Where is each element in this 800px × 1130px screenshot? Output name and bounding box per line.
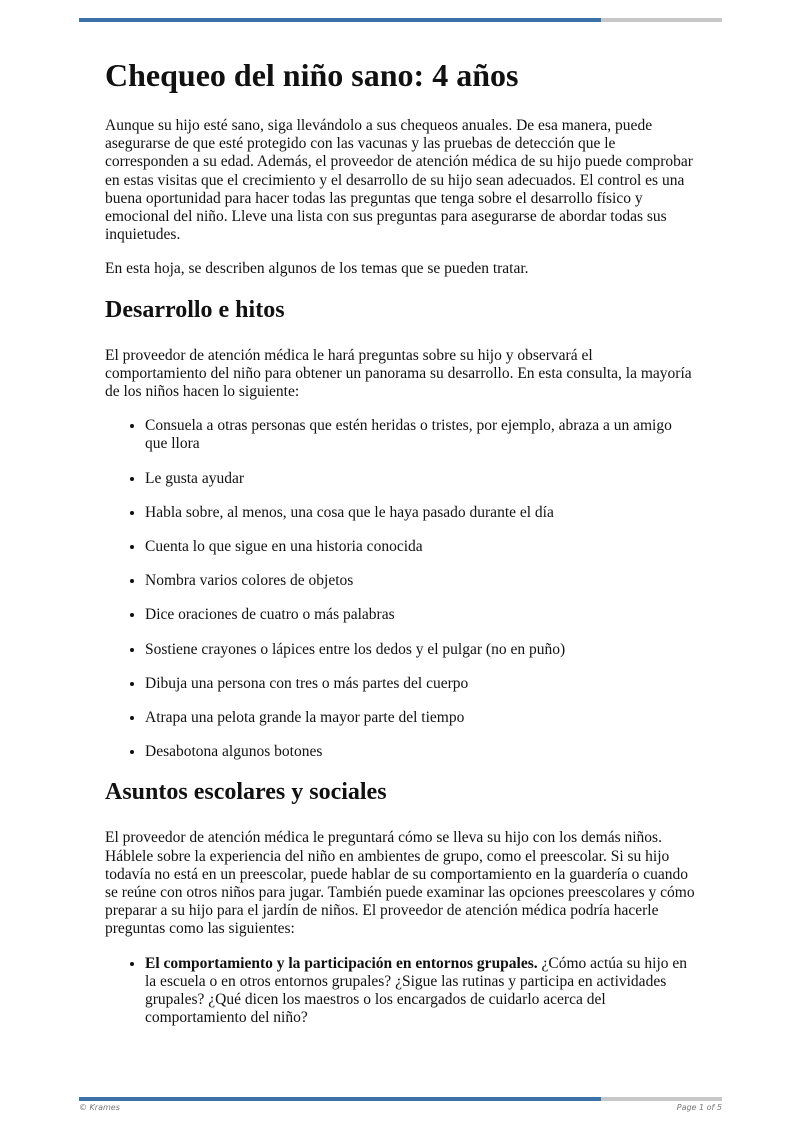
- section-paragraph-school: El proveedor de atención médica le preguntará cómo se lleva su hijo con los demás niños. Háblele sobre la experiencia del niño en ambientes de grupo, como el preescolar. Si su hijo todavía no está en un preescolar, puede hablar de su comportamiento en la guardería o cuando se reúne con otros niños para jugar. También puede examinar las opciones preescolares y cómo preparar a su hijo para el jardín de niños. El proveedor de atención médica podría hacerle preguntas como las siguientes:: [105, 829, 695, 938]
- top-rule-gray: [601, 18, 722, 22]
- top-rule: [79, 18, 722, 22]
- intro-paragraph-1: Aunque su hijo esté sano, siga llevándolo a sus chequeos anuales. De esa manera, puede asegurarse de que esté protegido con las vacunas y las pruebas de detección que le corresponden a su edad. Además, el proveedor de atención médica de su hijo puede comprobar en estas visitas que el crecimiento y el desarrollo de su hijo sean adecuados. El control es una buena oportunidad para hacer todas las preguntas que tenga sobre el desarrollo físico y emocional del niño. Lleve una lista con sus preguntas para asegurarse de abordar todas sus inquietudes.: [105, 117, 693, 244]
- bottom-rule-gray: [601, 1097, 722, 1101]
- list-item: • Dibuja una persona con tres o más partes del cuerpo: [145, 675, 697, 693]
- list-item: • Desabotona algunos botones: [145, 743, 697, 761]
- questions-list: [105, 955, 697, 1028]
- list-item: • Consuela a otras personas que estén heridas o tristes, por ejemplo, abraza a un amigo que llora: [145, 417, 697, 453]
- section-paragraph-development: El proveedor de atención médica le hará preguntas sobre su hijo y observará el comportamiento del niño para obtener un panorama su desarrollo. En esta consulta, la mayoría de los niños hacen lo siguiente:: [105, 346, 692, 401]
- page-title: Chequeo del niño sano: 4 años: [105, 57, 519, 93]
- footer-page-number: Page 1 of 5: [676, 1103, 722, 1112]
- list-item-bold: El comportamiento y la participación en entornos grupales.: [145, 954, 538, 972]
- list-item: [145, 955, 697, 1028]
- milestones-list: [105, 417, 697, 761]
- list-item-text: ¿Cómo actúa su hijo en la escuela o en otros entornos grupales? ¿Sigue las rutinas y participa en actividades grupales? ¿Qué dicen los maestros o los encargados de cuidarlo acerca del comportamiento del niño?: [145, 954, 688, 1027]
- list-item: • Atrapa una pelota grande la mayor parte del tiempo: [145, 709, 697, 727]
- bottom-rule: [79, 1097, 722, 1101]
- list-item: • Cuenta lo que sigue en una historia conocida: [145, 538, 697, 556]
- list-item: • Dice oraciones de cuatro o más palabras: [145, 606, 697, 624]
- section-heading-development: Desarrollo e hitos: [105, 296, 285, 323]
- bottom-rule-blue: [79, 1097, 601, 1101]
- list-item: • Nombra varios colores de objetos: [145, 572, 697, 590]
- section-heading-school: Asuntos escolares y sociales: [105, 779, 387, 806]
- footer-copyright: © Krames: [79, 1103, 120, 1112]
- top-rule-blue: [79, 18, 601, 22]
- list-item: • Habla sobre, al menos, una cosa que le haya pasado durante el día: [145, 504, 697, 522]
- list-item: • Le gusta ayudar: [145, 470, 697, 488]
- list-item: • Sostiene crayones o lápices entre los dedos y el pulgar (no en puño): [145, 641, 697, 659]
- intro-paragraph-2: En esta hoja, se describen algunos de los temas que se pueden tratar.: [105, 260, 529, 278]
- document-body: [105, 55, 697, 1044]
